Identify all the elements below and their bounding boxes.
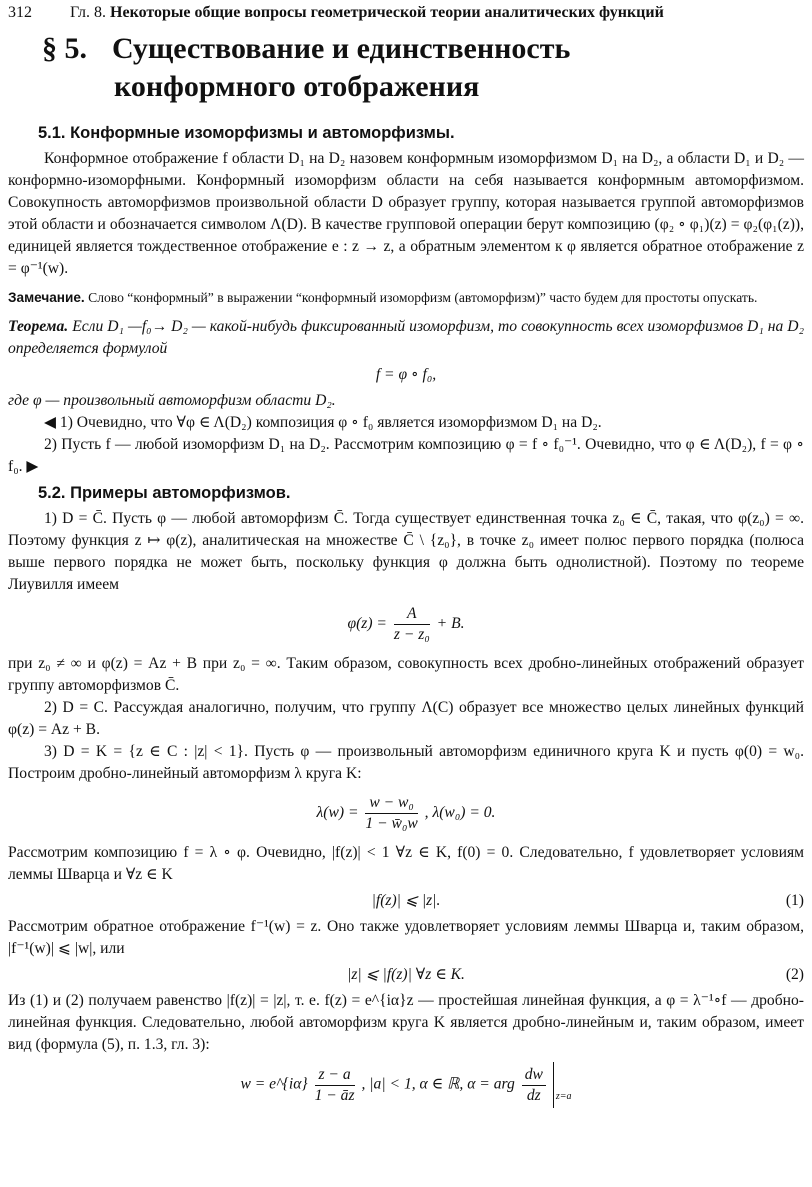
numerator: A [394, 604, 430, 625]
section-title-line1: Существование и единственность [112, 32, 571, 65]
equation-lhs: w = e^{iα} [240, 1075, 308, 1093]
equation [8, 1062, 804, 1108]
equation-body: |z| ⩽ |f(z)| ∀z ∈ K. [347, 966, 465, 983]
equation-number: (1) [785, 892, 804, 909]
remark-text: Слово “конформный” в выражении “конформный изоморфизм (автоморфизм)” часто будем для простоты опускать. [88, 290, 758, 305]
evaluation-point: z=a [555, 1091, 572, 1102]
equation-1 [8, 890, 804, 912]
equation-rhs: + B. [436, 615, 465, 633]
paragraph: 3) D = K = {z ∈ C : |z| < 1}. Пусть φ — произвольный автоморфизм единичного круга K и пусть φ(0) = w₀. Построим дробно-линейный автоморфизм λ круга K: [8, 743, 804, 782]
equation-middle: , |a| < 1, α ∈ ℝ, α = arg [361, 1075, 515, 1093]
section-number: § 5. [42, 32, 87, 65]
theorem-tail: где φ — произвольный автоморфизм области D₂. [8, 392, 336, 409]
equation [8, 604, 804, 645]
paragraph: Рассмотрим композицию f = λ ∘ φ. Очевидно, |f(z)| < 1 ∀z ∈ K, f(0) = 0. Следовательно, f удовлетворяет условиям леммы Шварца и ∀z ∈ K [8, 844, 804, 883]
proof-step: 2) Пусть f — любой изоморфизм D₁ на D₂. Рассмотрим композицию φ = f ∘ f₀⁻¹. Очевидно, что φ ∈ Λ(D₂), f = φ ∘ f₀. ▶ [8, 436, 804, 475]
paragraph: 1) D = C̄. Пусть φ — любой автоморфизм C̄. Тогда существует единственная точка z₀ ∈ C̄, такая, что φ(z₀) = ∞. Поэтому функция z ↦ φ(z), аналитическая на множестве C̄ \ {z₀}, в точке z₀ имеет полюс первого порядка (полюса выше первого порядка не может быть, поскольку функция φ должна быть однолистной). Поэтому по теореме Лиувилля имеем [8, 510, 804, 593]
running-header [8, 2, 804, 24]
theorem-text: Если D₁ —f₀→ D₂ — какой-нибудь фиксированный изоморфизм, то совокупность всех изоморфизмов D₁ на D₂ определяется формулой [8, 318, 804, 357]
chapter-title: Некоторые общие вопросы геометрической теории аналитических функций [110, 4, 664, 21]
page-number: 312 [8, 4, 32, 21]
equation [8, 793, 804, 834]
remark-label: Замечание. [8, 290, 85, 305]
theorem [8, 316, 804, 360]
denominator: z − z₀ [393, 626, 430, 643]
evaluation-bar [553, 1062, 554, 1108]
theorem-label: Теорема. [8, 318, 69, 335]
fraction [522, 1065, 546, 1106]
numerator: w − w₀ [365, 793, 417, 814]
proof-step: ◀ 1) Очевидно, что ∀φ ∈ Λ(D₂) композиция φ ∘ f₀ является изоморфизмом D₁ на D₂. [44, 414, 602, 431]
section-title-line2: конформного отображения [114, 70, 480, 103]
numerator: z − a [315, 1065, 355, 1086]
body-text [8, 118, 804, 1108]
numerator: dw [522, 1065, 546, 1086]
chapter-label: Гл. 8. [70, 4, 107, 21]
denominator: 1 − w̄₀w [365, 815, 418, 832]
denominator: dz [526, 1086, 541, 1104]
paragraph: при z₀ ≠ ∞ и φ(z) = Az + B при z₀ = ∞. Таким образом, совокупность всех дробно-линейных отображений образует группу автоморфизмов C̄. [8, 655, 804, 694]
equation-lhs: λ(w) = [316, 804, 359, 822]
subsection-heading: 5.1. Конформные изоморфизмы и автоморфизмы. [38, 124, 455, 142]
remark [8, 288, 804, 308]
denominator: 1 − āz [314, 1086, 355, 1104]
equation-body: |f(z)| ⩽ |z|. [371, 892, 441, 909]
equation: f = φ ∘ f₀, [375, 366, 437, 383]
fraction [394, 604, 430, 645]
equation-number: (2) [785, 966, 804, 983]
section-title [42, 30, 804, 106]
paragraph: Конформное отображение f области D₁ на D₂ назовем конформным изоморфизмом D₁ на D₂, а области D₁ и D₂ — конформно-изоморфными. Конформный изоморфизм области на себя называется конформным автоморфизмом. Совокупность автоморфизмов произвольной области D образует группу, которая называется группой автоморфизмов этой области и обозначается символом Λ(D). В качестве групповой операции берут композицию (φ₂ ∘ φ₁)(z) = φ₂(φ₁(z)), единицей является тождественное отображение e : z → z, а обратным элементом к φ является обратное отображение z = φ⁻¹(w). [8, 150, 804, 277]
paragraph: Рассмотрим обратное отображение f⁻¹(w) = z. Оно также удовлетворяет условиям леммы Шварца и, таким образом, |f⁻¹(w)| ⩽ |w|, или [8, 918, 804, 957]
equation-rhs: , λ(w₀) = 0. [424, 804, 496, 822]
fraction [315, 1065, 355, 1106]
fraction [365, 793, 417, 834]
equation-lhs: φ(z) = [347, 615, 387, 633]
subsection-heading: 5.2. Примеры автоморфизмов. [38, 484, 291, 502]
equation-2 [8, 964, 804, 986]
paragraph: 2) D = C. Рассуждая аналогично, получим, что группу Λ(C) образует все множество целых линейных функций φ(z) = Az + B. [8, 699, 804, 738]
paragraph: Из (1) и (2) получаем равенство |f(z)| = |z|, т. е. f(z) = e^{iα}z — простейшая линейная функция, а φ = λ⁻¹∘f — дробно-линейная функция. Следовательно, любой автоморфизм круга K является дробно-линейным и, таким образом, имеет вид (формула (5), п. 1.3, гл. 3): [8, 992, 804, 1053]
